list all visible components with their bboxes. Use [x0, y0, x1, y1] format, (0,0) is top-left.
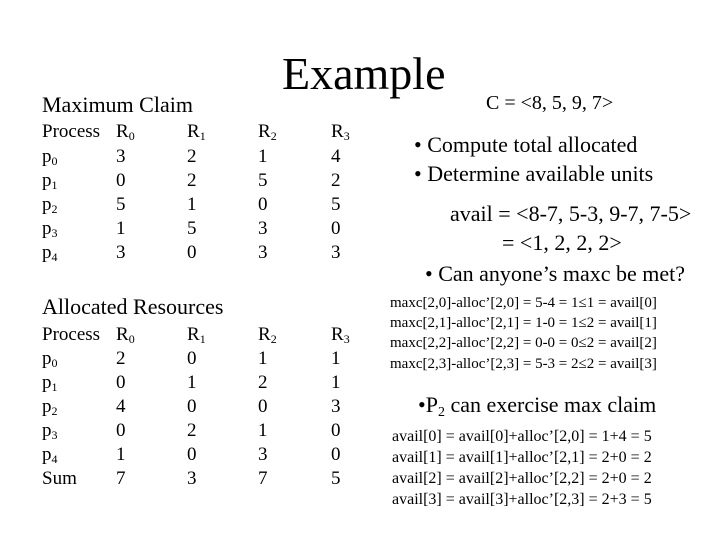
- cell: 0: [116, 372, 126, 393]
- cell: 0: [331, 218, 341, 239]
- cell: 4: [331, 146, 341, 167]
- cell: 0: [258, 396, 268, 417]
- cell: 5: [116, 194, 126, 215]
- cell: 0: [187, 444, 197, 465]
- row-label: $p_1$: [42, 372, 58, 394]
- avail-update-line: avail[3] = avail[3]+alloc’[2,3] = 2+3 = 5: [392, 491, 652, 508]
- cell: 5: [331, 194, 341, 215]
- cell: 4: [116, 396, 126, 417]
- header-r3: $R_3$: [331, 121, 350, 143]
- cell: 2: [331, 170, 341, 191]
- header-r0: $R_0$: [116, 121, 135, 143]
- maxc-line: maxc[2,0]-alloc’[2,0] = 5-4 = 1≤1 = avail[0]: [390, 295, 657, 311]
- maxc-line: maxc[2,2]-alloc’[2,2] = 0-0 = 0≤2 = avail[2]: [390, 335, 657, 351]
- header-r1: $R_1$: [187, 121, 206, 143]
- cell: 1: [258, 146, 268, 167]
- cell: 3: [258, 444, 268, 465]
- header-process: Process: [42, 324, 101, 345]
- cell: 0: [187, 242, 197, 263]
- sum-cell: 7: [258, 468, 268, 489]
- avail-result: = <1, 2, 2, 2>: [502, 230, 622, 255]
- sum-cell: 3: [187, 468, 197, 489]
- bullet-determine-available: • Determine available units: [414, 161, 654, 186]
- row-label: $p_1$: [42, 170, 58, 192]
- header-r0: $R_0$: [116, 324, 135, 346]
- cell: 5: [187, 218, 197, 239]
- header-r2: $R_2$: [258, 324, 277, 346]
- cell: 0: [116, 420, 126, 441]
- row-label: $p_2$: [42, 396, 58, 418]
- row-label: $p_3$: [42, 218, 58, 240]
- cell: 5: [258, 170, 268, 191]
- cell: 0: [116, 170, 126, 191]
- header-r3: $R_3$: [331, 324, 350, 346]
- cell: 2: [187, 146, 197, 167]
- maxc-line: maxc[2,3]-alloc’[2,3] = 5-3 = 2≤2 = avail[3]: [390, 356, 657, 372]
- cell: 1: [258, 348, 268, 369]
- row-label: $p_4$: [42, 242, 58, 264]
- cell: 0: [331, 420, 341, 441]
- header-process: Process: [42, 121, 101, 142]
- page-title: Example: [282, 48, 446, 99]
- header-r2: $R_2$: [258, 121, 277, 143]
- allocated-heading: Allocated Resources: [42, 294, 224, 319]
- cell: 3: [116, 146, 126, 167]
- cell: 3: [116, 242, 126, 263]
- row-label: $p_2$: [42, 194, 58, 216]
- row-label: $p_3$: [42, 420, 58, 442]
- bullet-p2-exercise: $•P_2$ can exercise max claim: [418, 392, 657, 420]
- cell: 2: [187, 170, 197, 191]
- cell: 0: [258, 194, 268, 215]
- max-claim-heading: Maximum Claim: [42, 92, 193, 117]
- cell: 1: [116, 444, 126, 465]
- cell: 2: [187, 420, 197, 441]
- capacity-vector: C = <8, 5, 9, 7>: [486, 92, 614, 114]
- row-label: $p_4$: [42, 444, 58, 466]
- row-label: $p_0$: [42, 146, 58, 168]
- cell: 3: [331, 396, 341, 417]
- sum-cell: 7: [116, 468, 126, 489]
- cell: 1: [331, 348, 341, 369]
- cell: 3: [258, 218, 268, 239]
- maxc-line: maxc[2,1]-alloc’[2,1] = 1-0 = 1≤2 = avail[1]: [390, 315, 657, 331]
- cell: 3: [258, 242, 268, 263]
- cell: 1: [187, 372, 197, 393]
- cell: 2: [258, 372, 268, 393]
- cell: 0: [187, 348, 197, 369]
- bullet-compute-total: • Compute total allocated: [414, 132, 638, 157]
- sum-label: Sum: [42, 468, 77, 489]
- cell: 1: [258, 420, 268, 441]
- bullet-maxc-question: • Can anyone’s maxc be met?: [425, 261, 686, 286]
- cell: 0: [187, 396, 197, 417]
- cell: 3: [331, 242, 341, 263]
- header-r1: $R_1$: [187, 324, 206, 346]
- avail-update-line: avail[2] = avail[2]+alloc’[2,2] = 2+0 = 2: [392, 470, 652, 487]
- sum-cell: 5: [331, 468, 341, 489]
- avail-expression: avail = <8-7, 5-3, 9-7, 7-5>: [450, 201, 692, 226]
- cell: 2: [116, 348, 126, 369]
- avail-update-line: avail[1] = avail[1]+alloc’[2,1] = 2+0 = 2: [392, 449, 652, 466]
- cell: 1: [187, 194, 197, 215]
- avail-update-line: avail[0] = avail[0]+alloc’[2,0] = 1+4 = 5: [392, 428, 652, 445]
- cell: 0: [331, 444, 341, 465]
- cell: 1: [116, 218, 126, 239]
- cell: 1: [331, 372, 341, 393]
- row-label: $p_0$: [42, 348, 58, 370]
